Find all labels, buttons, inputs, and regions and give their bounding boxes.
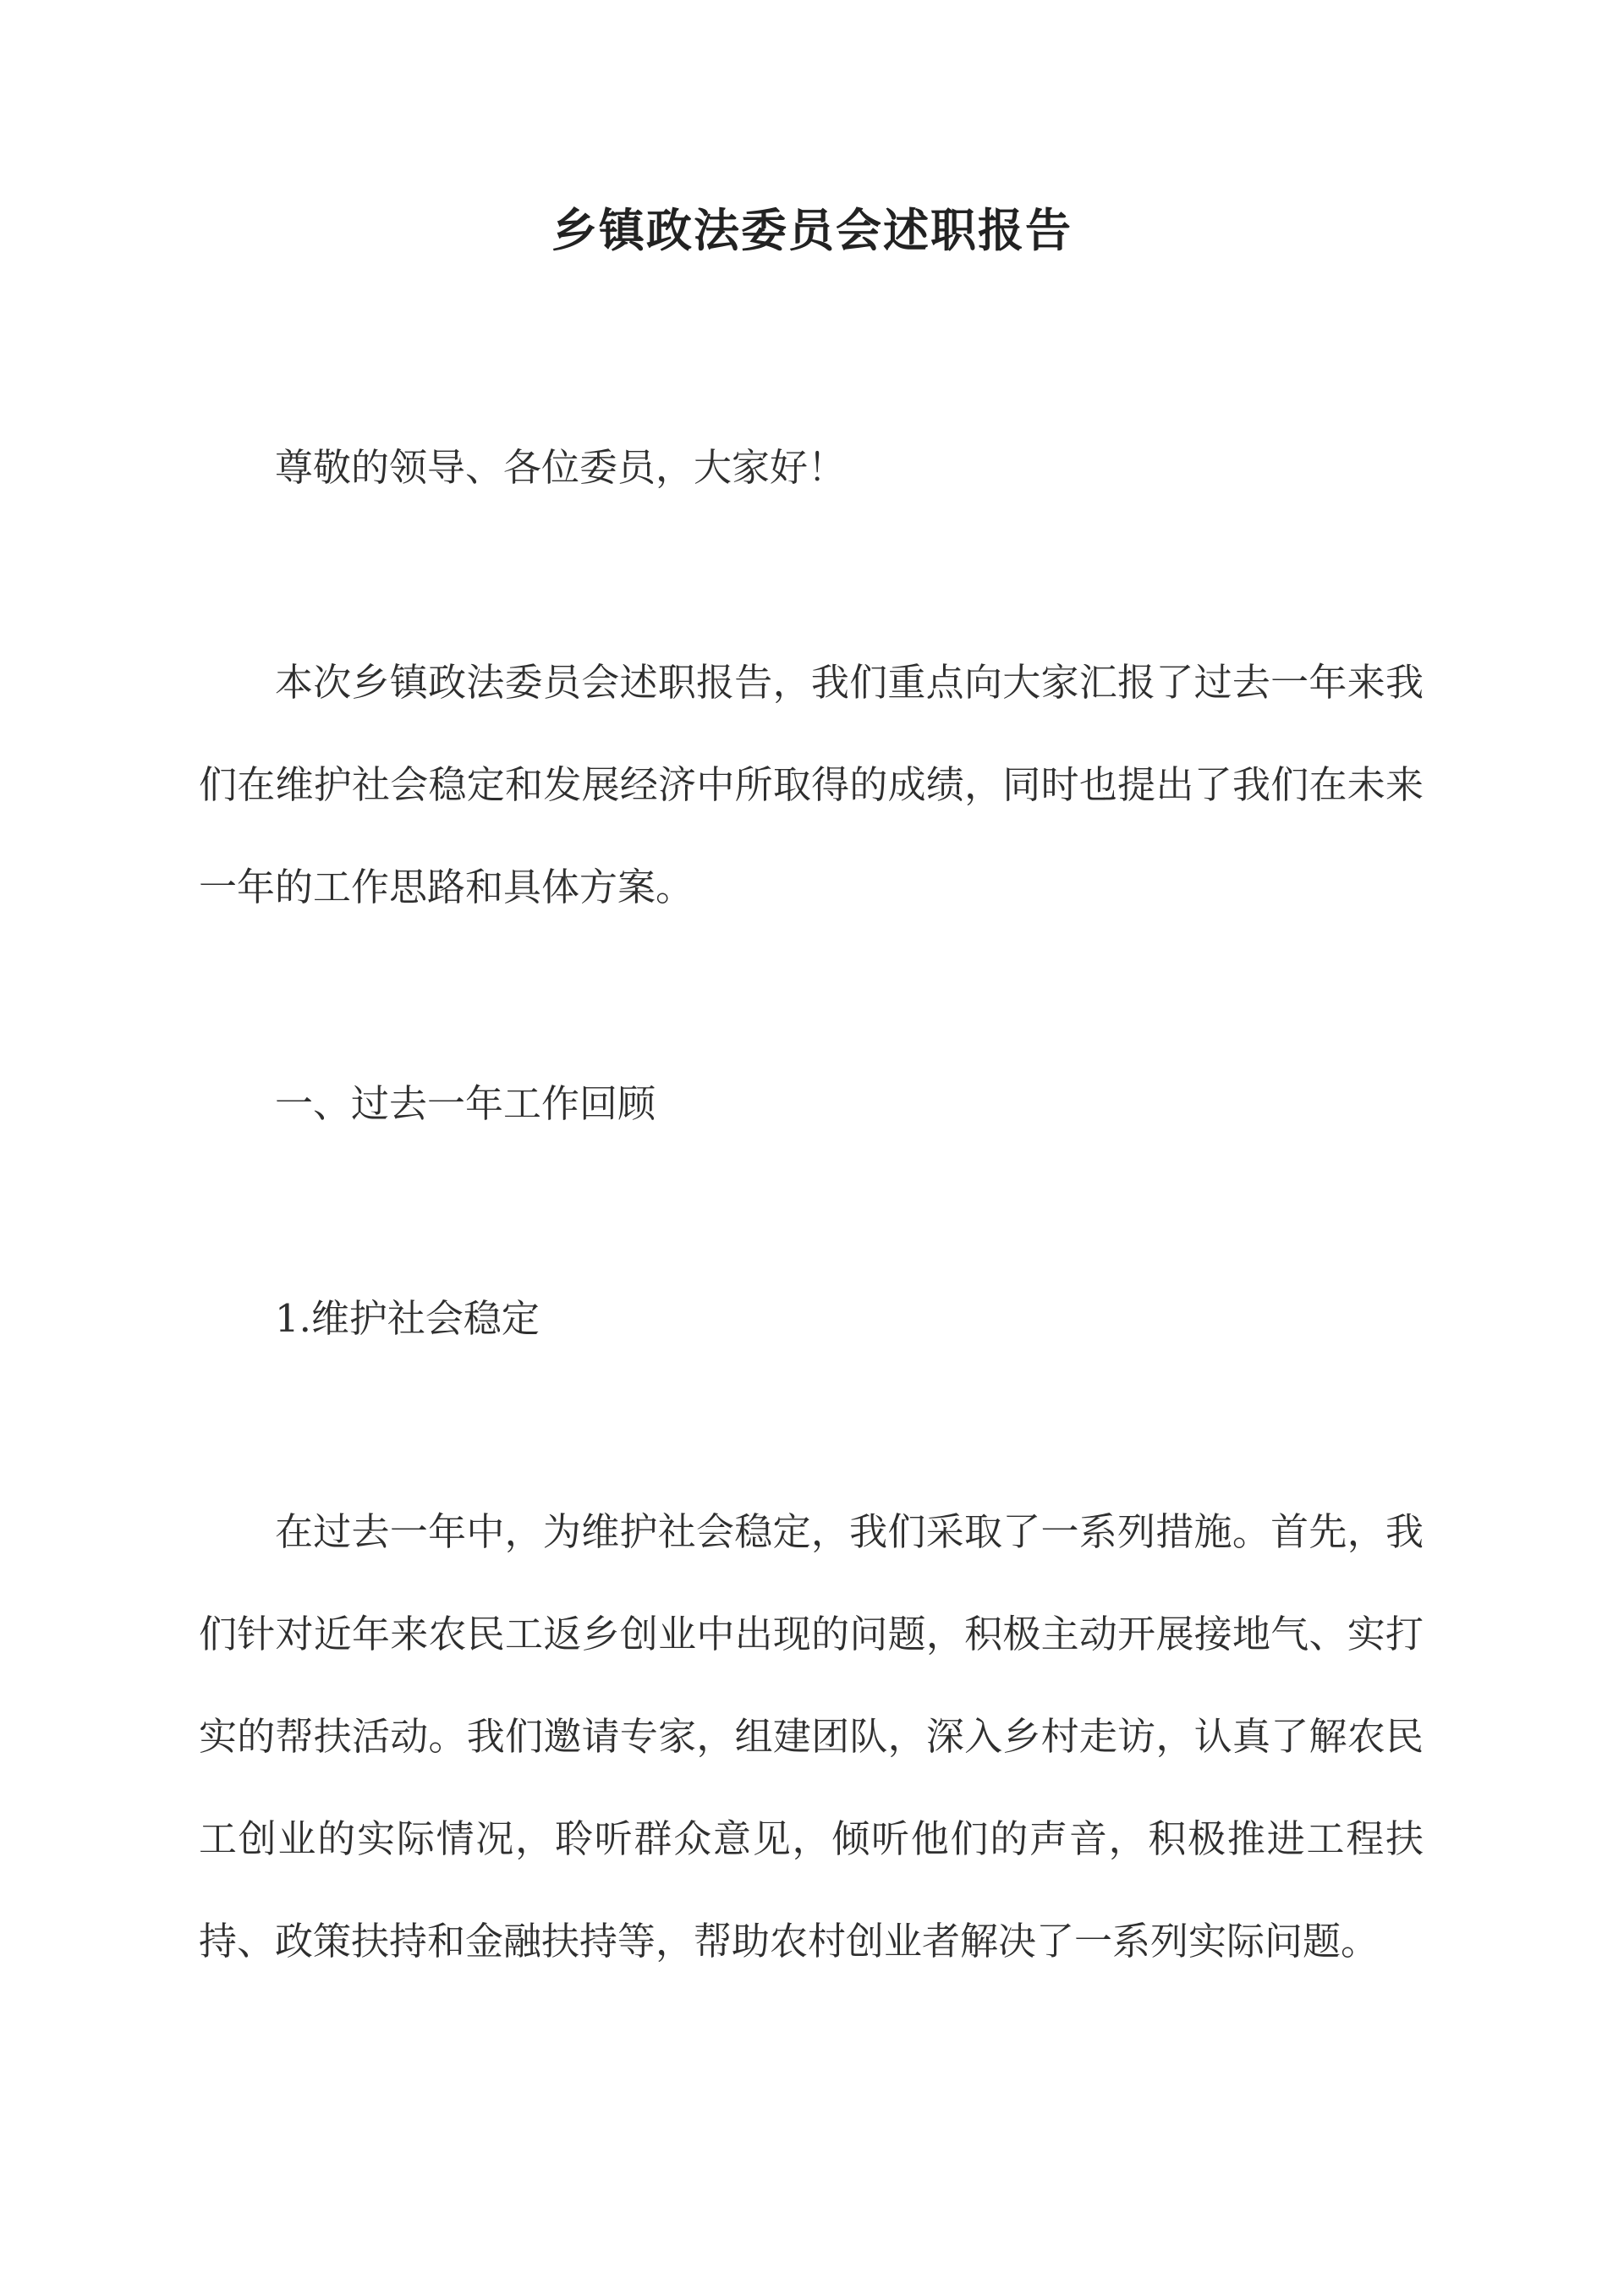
greeting-paragraph: 尊敬的领导、各位委员，大家好！ <box>275 445 847 490</box>
body-paragraph: 在过去一年中，为维护社会稳定，我们采取了一系列措施。首先，我们针对近年来农民工返乡创业中出现的问题，积极主动开展接地气、实打实的帮扶活动。我们邀请专家，组建团队，深入乡村走访，认真了解农民工创业的实际情况，聆听群众意见，倾听他们的声音，积极推进工程扶持、政策扶持和金融扶持等，帮助农村创业者解决了一系列实际问题。 <box>199 1509 1424 1964</box>
section-heading: 一、过去一年工作回顾 <box>275 1081 656 1126</box>
subsection-heading: 1.维护社会稳定 <box>275 1296 540 1341</box>
document-title: 乡镇政法委员会述职报告 <box>551 203 1073 257</box>
intro-paragraph: 本次乡镇政法委员会述职报告，我们重点向大家汇报了过去一年来我们在维护社会稳定和发展经济中所取得的成绩，同时也提出了我们在未来一年的工作思路和具体方案。 <box>199 660 1424 909</box>
